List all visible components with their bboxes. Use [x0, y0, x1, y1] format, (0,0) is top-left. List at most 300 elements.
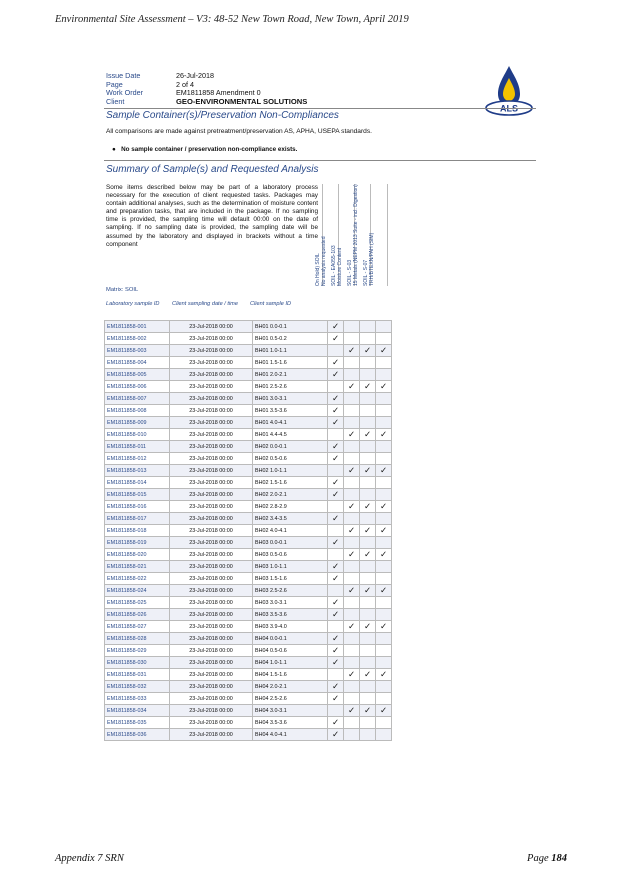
check-metals: ✓ — [360, 381, 376, 393]
analysis-header-trh — [363, 184, 388, 286]
client-sample-id: BH01 0.0-0.1 — [253, 321, 328, 333]
meta-label: Issue Date — [106, 71, 141, 80]
sampling-date: 23-Jul-2018 00:00 — [170, 489, 253, 501]
table-row — [105, 357, 392, 369]
lab-sample-id: EM1811858-021 — [105, 561, 170, 573]
check-moisture — [344, 321, 360, 333]
lab-sample-id: EM1811858-010 — [105, 429, 170, 441]
sampling-date: 23-Jul-2018 00:00 — [170, 573, 253, 585]
check-moisture — [344, 693, 360, 705]
client-sample-id: BH03 0.0-0.1 — [253, 537, 328, 549]
col-header-lab-id: Laboratory sample ID — [106, 301, 160, 307]
table-row — [105, 597, 392, 609]
client-sample-id: BH04 0.0-0.1 — [253, 633, 328, 645]
client-sample-id: BH03 2.5-2.6 — [253, 585, 328, 597]
check-metals: ✓ — [360, 525, 376, 537]
check-on-hold: ✓ — [328, 393, 344, 405]
sampling-date: 23-Jul-2018 00:00 — [170, 717, 253, 729]
table-row — [105, 489, 392, 501]
lab-sample-id: EM1811858-011 — [105, 441, 170, 453]
analysis-label: On Hold) SOIL No analysis requested — [315, 236, 327, 286]
divider — [104, 108, 536, 109]
lab-sample-id: EM1811858-008 — [105, 405, 170, 417]
table-row — [105, 609, 392, 621]
check-on-hold: ✓ — [328, 369, 344, 381]
sampling-date: 23-Jul-2018 00:00 — [170, 441, 253, 453]
check-moisture — [344, 369, 360, 381]
check-metals: ✓ — [360, 501, 376, 513]
client-sample-id: BH03 0.5-0.6 — [253, 549, 328, 561]
client-sample-id: BH01 0.5-0.2 — [253, 333, 328, 345]
check-moisture — [344, 477, 360, 489]
check-on-hold — [328, 705, 344, 717]
client-sample-id: BH03 1.0-1.1 — [253, 561, 328, 573]
check-metals — [360, 537, 376, 549]
client-sample-id: BH02 0.5-0.6 — [253, 453, 328, 465]
check-moisture — [344, 489, 360, 501]
check-trh — [376, 561, 392, 573]
check-on-hold: ✓ — [328, 561, 344, 573]
check-moisture — [344, 597, 360, 609]
check-metals — [360, 729, 376, 741]
check-on-hold: ✓ — [328, 477, 344, 489]
check-moisture — [344, 633, 360, 645]
client-sample-id: BH04 0.5-0.6 — [253, 645, 328, 657]
table-row — [105, 669, 392, 681]
check-moisture — [344, 537, 360, 549]
sampling-date: 23-Jul-2018 00:00 — [170, 465, 253, 477]
lab-sample-id: EM1811858-029 — [105, 645, 170, 657]
check-moisture: ✓ — [344, 429, 360, 441]
check-trh — [376, 693, 392, 705]
check-moisture — [344, 453, 360, 465]
check-on-hold: ✓ — [328, 453, 344, 465]
check-moisture — [344, 645, 360, 657]
analysis-label: SOIL - S-07 TRH/BTEXN/PAH (SIM) — [363, 232, 375, 286]
check-trh — [376, 609, 392, 621]
check-moisture — [344, 561, 360, 573]
lab-sample-id: EM1811858-020 — [105, 549, 170, 561]
check-on-hold: ✓ — [328, 693, 344, 705]
check-trh — [376, 477, 392, 489]
meta-value: GEO-ENVIRONMENTAL SOLUTIONS — [176, 96, 308, 106]
check-trh — [376, 321, 392, 333]
check-moisture: ✓ — [344, 549, 360, 561]
sampling-date: 23-Jul-2018 00:00 — [170, 357, 253, 369]
check-metals: ✓ — [360, 429, 376, 441]
sampling-date: 23-Jul-2018 00:00 — [170, 693, 253, 705]
sampling-date: 23-Jul-2018 00:00 — [170, 501, 253, 513]
lab-sample-id: EM1811858-012 — [105, 453, 170, 465]
meta-label: Client — [106, 96, 125, 106]
table-row — [105, 453, 392, 465]
sampling-date: 23-Jul-2018 00:00 — [170, 393, 253, 405]
client-sample-id: BH04 2.5-2.6 — [253, 693, 328, 705]
table-row — [105, 381, 392, 393]
sampling-date: 23-Jul-2018 00:00 — [170, 585, 253, 597]
table-row — [105, 345, 392, 357]
check-moisture: ✓ — [344, 621, 360, 633]
check-trh: ✓ — [376, 381, 392, 393]
check-moisture: ✓ — [344, 501, 360, 513]
check-moisture — [344, 717, 360, 729]
check-trh — [376, 657, 392, 669]
check-metals — [360, 633, 376, 645]
check-metals — [360, 453, 376, 465]
check-on-hold: ✓ — [328, 405, 344, 417]
table-row — [105, 441, 392, 453]
sampling-date: 23-Jul-2018 00:00 — [170, 549, 253, 561]
sampling-date: 23-Jul-2018 00:00 — [170, 621, 253, 633]
check-metals — [360, 657, 376, 669]
table-row — [105, 645, 392, 657]
check-metals — [360, 405, 376, 417]
analysis-label: SOIL - S-03 15 Metals (NEPM 2013 Suite - incl. Digestion) — [347, 184, 359, 286]
check-moisture: ✓ — [344, 465, 360, 477]
client-sample-id: BH01 2.5-2.6 — [253, 381, 328, 393]
sampling-date: 23-Jul-2018 00:00 — [170, 705, 253, 717]
check-moisture — [344, 681, 360, 693]
check-metals — [360, 489, 376, 501]
meta-value: 2 of 4 — [176, 79, 194, 89]
sampling-date: 23-Jul-2018 00:00 — [170, 429, 253, 441]
summary-paragraph: Some items described below may be part of a laboratory process necessary for the execution of client requested tasks. Packages may contain additional analyses, such as the determination of moisture content and preparation tasks, that are included in the package. If no sampling time is provided, the sampling time will default 00:00 on the date of sampling. If no sampling date is provided, the sampling date will be assumed by the laboratory and displayed in brackets without a time component — [106, 184, 318, 248]
lab-sample-id: EM1811858-026 — [105, 609, 170, 621]
lab-sample-id: EM1811858-003 — [105, 345, 170, 357]
check-metals — [360, 417, 376, 429]
check-trh — [376, 645, 392, 657]
client-sample-id: BH01 1.5-1.6 — [253, 357, 328, 369]
check-on-hold: ✓ — [328, 441, 344, 453]
check-on-hold — [328, 621, 344, 633]
check-metals — [360, 357, 376, 369]
sampling-date: 23-Jul-2018 00:00 — [170, 681, 253, 693]
check-on-hold — [328, 465, 344, 477]
sampling-date: 23-Jul-2018 00:00 — [170, 537, 253, 549]
check-trh — [376, 489, 392, 501]
lab-sample-id: EM1811858-028 — [105, 633, 170, 645]
check-on-hold — [328, 549, 344, 561]
client-sample-id: BH03 1.5-1.6 — [253, 573, 328, 585]
check-moisture — [344, 729, 360, 741]
check-trh — [376, 537, 392, 549]
table-row — [105, 525, 392, 537]
client-sample-id: BH02 1.0-1.1 — [253, 465, 328, 477]
table-row — [105, 429, 392, 441]
check-moisture: ✓ — [344, 381, 360, 393]
check-moisture — [344, 393, 360, 405]
check-on-hold: ✓ — [328, 609, 344, 621]
check-trh: ✓ — [376, 525, 392, 537]
table-row — [105, 681, 392, 693]
lab-sample-id: EM1811858-034 — [105, 705, 170, 717]
check-trh — [376, 513, 392, 525]
table-row — [105, 501, 392, 513]
check-metals — [360, 393, 376, 405]
client-sample-id: BH02 1.5-1.6 — [253, 477, 328, 489]
check-trh: ✓ — [376, 549, 392, 561]
check-on-hold: ✓ — [328, 657, 344, 669]
check-trh — [376, 717, 392, 729]
sampling-date: 23-Jul-2018 00:00 — [170, 513, 253, 525]
check-metals — [360, 681, 376, 693]
check-metals: ✓ — [360, 585, 376, 597]
table-row — [105, 657, 392, 669]
sampling-date: 23-Jul-2018 00:00 — [170, 597, 253, 609]
check-metals — [360, 321, 376, 333]
client-sample-id: BH04 4.0-4.1 — [253, 729, 328, 741]
check-trh: ✓ — [376, 705, 392, 717]
check-on-hold: ✓ — [328, 597, 344, 609]
lab-sample-id: EM1811858-031 — [105, 669, 170, 681]
table-row — [105, 585, 392, 597]
client-sample-id: BH01 4.4-4.5 — [253, 429, 328, 441]
client-sample-id: BH04 1.0-1.1 — [253, 657, 328, 669]
lab-sample-id: EM1811858-019 — [105, 537, 170, 549]
check-moisture — [344, 657, 360, 669]
check-trh: ✓ — [376, 621, 392, 633]
check-trh: ✓ — [376, 501, 392, 513]
check-moisture: ✓ — [344, 705, 360, 717]
lab-sample-id: EM1811858-014 — [105, 477, 170, 489]
lab-sample-id: EM1811858-027 — [105, 621, 170, 633]
table-row — [105, 633, 392, 645]
sampling-date: 23-Jul-2018 00:00 — [170, 561, 253, 573]
check-trh: ✓ — [376, 429, 392, 441]
check-trh — [376, 441, 392, 453]
check-on-hold: ✓ — [328, 573, 344, 585]
check-metals — [360, 441, 376, 453]
check-moisture — [344, 405, 360, 417]
table-row — [105, 549, 392, 561]
table-row — [105, 561, 392, 573]
check-trh: ✓ — [376, 465, 392, 477]
lab-sample-id: EM1811858-025 — [105, 597, 170, 609]
check-trh — [376, 729, 392, 741]
sample-analysis-table — [104, 320, 392, 741]
sampling-date: 23-Jul-2018 00:00 — [170, 633, 253, 645]
check-on-hold: ✓ — [328, 357, 344, 369]
check-trh: ✓ — [376, 345, 392, 357]
check-on-hold — [328, 345, 344, 357]
lab-sample-id: EM1811858-013 — [105, 465, 170, 477]
lab-sample-id: EM1811858-017 — [105, 513, 170, 525]
col-header-client-id: Client sample ID — [250, 301, 292, 307]
check-moisture — [344, 609, 360, 621]
lab-sample-id: EM1811858-018 — [105, 525, 170, 537]
sampling-date: 23-Jul-2018 00:00 — [170, 657, 253, 669]
check-metals — [360, 333, 376, 345]
check-on-hold — [328, 585, 344, 597]
bullet-text: No sample container / preservation non-compliance exists. — [121, 146, 298, 153]
lab-sample-id: EM1811858-005 — [105, 369, 170, 381]
client-sample-id: BH03 3.0-3.1 — [253, 597, 328, 609]
table-row — [105, 513, 392, 525]
check-metals: ✓ — [360, 465, 376, 477]
lab-sample-id: EM1811858-002 — [105, 333, 170, 345]
table-row — [105, 405, 392, 417]
check-moisture — [344, 417, 360, 429]
check-trh — [376, 597, 392, 609]
sampling-date: 23-Jul-2018 00:00 — [170, 345, 253, 357]
meta-label: Work Order — [106, 88, 144, 97]
check-trh — [376, 681, 392, 693]
check-on-hold — [328, 669, 344, 681]
table-row — [105, 477, 392, 489]
client-sample-id: BH04 3.0-3.1 — [253, 705, 328, 717]
table-row — [105, 393, 392, 405]
check-metals: ✓ — [360, 345, 376, 357]
lab-sample-id: EM1811858-016 — [105, 501, 170, 513]
lab-sample-id: EM1811858-036 — [105, 729, 170, 741]
check-on-hold: ✓ — [328, 417, 344, 429]
check-moisture — [344, 441, 360, 453]
client-sample-id: BH02 2.0-2.1 — [253, 489, 328, 501]
lab-sample-id: EM1811858-015 — [105, 489, 170, 501]
meta-value: 26-Jul-2018 — [176, 71, 214, 80]
lab-sample-id: EM1811858-006 — [105, 381, 170, 393]
client-sample-id: BH04 3.5-3.6 — [253, 717, 328, 729]
check-moisture: ✓ — [344, 525, 360, 537]
lab-sample-id: EM1811858-032 — [105, 681, 170, 693]
client-sample-id: BH01 2.0-2.1 — [253, 369, 328, 381]
check-trh — [376, 453, 392, 465]
client-sample-id: BH01 4.0-4.1 — [253, 417, 328, 429]
check-metals: ✓ — [360, 549, 376, 561]
client-sample-id: BH02 3.4-3.5 — [253, 513, 328, 525]
check-on-hold: ✓ — [328, 513, 344, 525]
sampling-date: 23-Jul-2018 00:00 — [170, 645, 253, 657]
section-title-summary: Summary of Sample(s) and Requested Analysis — [106, 164, 319, 175]
table-row — [105, 621, 392, 633]
check-metals — [360, 513, 376, 525]
sampling-date: 23-Jul-2018 00:00 — [170, 417, 253, 429]
check-on-hold: ✓ — [328, 489, 344, 501]
table-row — [105, 729, 392, 741]
table-row — [105, 537, 392, 549]
check-moisture — [344, 357, 360, 369]
check-on-hold: ✓ — [328, 633, 344, 645]
sampling-date: 23-Jul-2018 00:00 — [170, 525, 253, 537]
check-metals — [360, 597, 376, 609]
check-trh — [376, 357, 392, 369]
check-trh — [376, 633, 392, 645]
sampling-date: 23-Jul-2018 00:00 — [170, 669, 253, 681]
check-trh — [376, 393, 392, 405]
sampling-date: 23-Jul-2018 00:00 — [170, 729, 253, 741]
sampling-date: 23-Jul-2018 00:00 — [170, 369, 253, 381]
check-on-hold: ✓ — [328, 321, 344, 333]
lab-sample-id: EM1811858-009 — [105, 417, 170, 429]
check-on-hold — [328, 525, 344, 537]
lab-sample-id: EM1811858-030 — [105, 657, 170, 669]
lab-sample-id: EM1811858-035 — [105, 717, 170, 729]
client-sample-id: BH02 2.8-2.9 — [253, 501, 328, 513]
check-on-hold: ✓ — [328, 681, 344, 693]
check-trh — [376, 369, 392, 381]
table-row — [105, 717, 392, 729]
check-on-hold — [328, 429, 344, 441]
comparison-sentence: All comparisons are made against pretreatment/preservation AS, APHA, USEPA standards. — [106, 128, 372, 135]
divider — [104, 160, 536, 161]
lab-sample-id: EM1811858-007 — [105, 393, 170, 405]
client-sample-id: BH03 3.9-4.0 — [253, 621, 328, 633]
sampling-date: 23-Jul-2018 00:00 — [170, 609, 253, 621]
noncompliance-bullet: ● No sample container / preservation non-compliance exists. — [112, 146, 298, 153]
check-on-hold — [328, 501, 344, 513]
check-moisture: ✓ — [344, 345, 360, 357]
meta-value: EM1811858 Amendment 0 — [176, 88, 261, 97]
page-header: Environmental Site Assessment – V3: 48-52 New Town Road, New Town, April 2019 — [55, 14, 409, 25]
footer-left: Appendix 7 SRN — [55, 853, 124, 864]
table-row — [105, 333, 392, 345]
check-on-hold — [328, 381, 344, 393]
check-moisture: ✓ — [344, 669, 360, 681]
table-row — [105, 573, 392, 585]
client-sample-id: BH02 0.0-0.1 — [253, 441, 328, 453]
client-sample-id: BH03 3.5-3.6 — [253, 609, 328, 621]
sampling-date: 23-Jul-2018 00:00 — [170, 453, 253, 465]
check-metals — [360, 369, 376, 381]
check-moisture — [344, 333, 360, 345]
check-metals — [360, 693, 376, 705]
client-sample-id: BH04 1.5-1.6 — [253, 669, 328, 681]
lab-sample-id: EM1811858-024 — [105, 585, 170, 597]
client-sample-id: BH01 3.0-3.1 — [253, 393, 328, 405]
report-meta — [106, 72, 307, 106]
check-metals — [360, 573, 376, 585]
check-moisture: ✓ — [344, 585, 360, 597]
col-header-sampling-date: Client sampling date / time — [172, 301, 238, 307]
client-sample-id: BH01 3.5-3.6 — [253, 405, 328, 417]
check-metals: ✓ — [360, 705, 376, 717]
check-on-hold: ✓ — [328, 333, 344, 345]
table-row — [105, 369, 392, 381]
client-sample-id: BH02 4.0-4.1 — [253, 525, 328, 537]
check-trh — [376, 573, 392, 585]
sampling-date: 23-Jul-2018 00:00 — [170, 477, 253, 489]
check-metals: ✓ — [360, 669, 376, 681]
check-on-hold: ✓ — [328, 537, 344, 549]
lab-sample-id: EM1811858-033 — [105, 693, 170, 705]
check-metals: ✓ — [360, 621, 376, 633]
check-on-hold: ✓ — [328, 729, 344, 741]
check-moisture — [344, 513, 360, 525]
check-metals — [360, 561, 376, 573]
lab-sample-id: EM1811858-001 — [105, 321, 170, 333]
check-moisture — [344, 573, 360, 585]
lab-sample-id: EM1811858-004 — [105, 357, 170, 369]
client-sample-id: BH04 2.0-2.1 — [253, 681, 328, 693]
check-trh: ✓ — [376, 669, 392, 681]
table-row — [105, 465, 392, 477]
section-title-noncompliance: Sample Container(s)/Preservation Non-Compliances — [106, 110, 339, 121]
sampling-date: 23-Jul-2018 00:00 — [170, 405, 253, 417]
check-trh — [376, 405, 392, 417]
table-row — [105, 417, 392, 429]
check-trh — [376, 333, 392, 345]
sampling-date: 23-Jul-2018 00:00 — [170, 321, 253, 333]
check-trh — [376, 417, 392, 429]
check-metals — [360, 609, 376, 621]
check-trh: ✓ — [376, 585, 392, 597]
footer-page-number: Page 184 — [527, 853, 567, 864]
table-row — [105, 693, 392, 705]
check-on-hold: ✓ — [328, 645, 344, 657]
meta-row-client — [106, 98, 307, 107]
check-metals — [360, 477, 376, 489]
table-row — [105, 321, 392, 333]
